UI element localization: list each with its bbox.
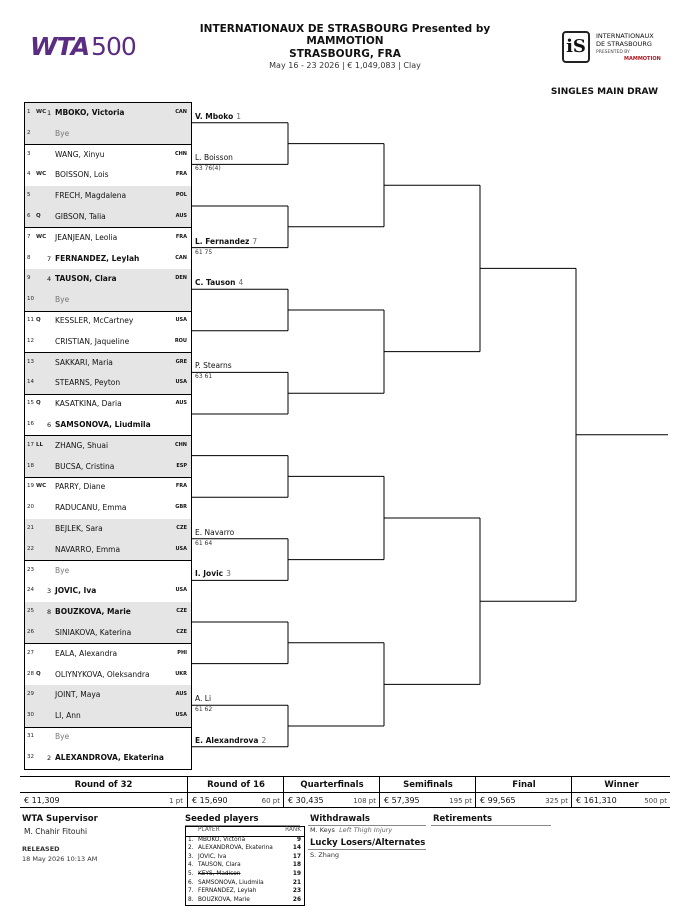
country-code: USA (175, 712, 187, 719)
title-line2: MAMMOTION (306, 35, 384, 47)
prize-money: € 11,309 (24, 796, 60, 805)
lucky-loser-entry: S. Zhang (310, 851, 340, 859)
draw-number: 22 (27, 545, 34, 552)
player-name: Bye (55, 128, 70, 138)
draw-number: 3 (27, 150, 31, 157)
player-name: OLIYNYKOVA, Oleksandra (55, 669, 150, 679)
country-code: FRA (175, 171, 187, 178)
player-name: JOINT, Maya (55, 690, 101, 700)
prize-money: € 99,565 (480, 796, 516, 805)
player-name: KASATKINA, Daria (55, 399, 122, 409)
seed-number: 2 (47, 753, 52, 762)
draw-number: 32 (27, 753, 34, 760)
entry-type: WC (36, 483, 47, 490)
player-name: GIBSON, Talia (55, 212, 106, 221)
prize-points: 195 pt (449, 797, 472, 805)
draw-number: 28 (27, 670, 34, 677)
player-name: STEARNS, Peyton (55, 378, 121, 388)
country-code: FRA (175, 233, 187, 240)
match-score: 63 61 (195, 373, 213, 381)
player-name: LI, Ann (55, 711, 81, 721)
r16-winner: E. Navarro (195, 527, 235, 537)
seed-row (186, 880, 304, 889)
country-code: GRE (175, 358, 187, 365)
lucky-losers-underline (308, 849, 426, 850)
prize-cell (379, 776, 476, 808)
is-logo-line1: INTERNATIONAUX (596, 32, 654, 40)
country-code: CZE (176, 608, 187, 615)
r16-winner: P. Stearns (195, 361, 232, 371)
prize-round: Final (512, 780, 536, 790)
seed-ranking: 9 (296, 836, 301, 843)
seed-col-player: PLAYER (198, 827, 220, 833)
seed-rank-number: 2. (188, 845, 194, 852)
player-name: Bye (55, 732, 70, 741)
draw-number: 11 (27, 317, 34, 323)
seed-ranking: 18 (292, 862, 301, 869)
player-name: BOUZKOVA, Marie (55, 607, 131, 617)
seed-player: JOVIC, Iva (198, 853, 227, 860)
entry-type: WC (36, 109, 47, 115)
country-code: CHN (174, 150, 187, 157)
r16-winner: L. Boisson (195, 153, 233, 163)
retirements-heading: Retirements (433, 814, 493, 824)
draw-number: 9 (27, 275, 31, 282)
draw-number: 8 (27, 254, 31, 261)
prize-cell (475, 776, 572, 808)
draw-number: 26 (27, 629, 34, 635)
winner-seed: 4 (238, 278, 244, 288)
player-name: BEJLEK, Sara (55, 524, 103, 533)
player-name: CRISTIAN, Jaqueline (55, 336, 130, 346)
seed-rank-number: 5. (188, 870, 194, 877)
prize-money-table (20, 776, 670, 808)
winner-seed: 7 (252, 236, 258, 246)
seed-player: BOUZKOVA, Marie (198, 896, 250, 903)
draw-number: 1 (27, 109, 31, 115)
player-name: Bye (55, 565, 70, 575)
is-logo-brand: MAMMOTION (624, 56, 661, 62)
winner-seed: 2 (261, 735, 267, 745)
logo-text: WTA (30, 32, 90, 61)
seed-player: TAUSON, Clara (198, 862, 241, 869)
prize-points: 325 pt (545, 797, 568, 805)
player-name: SAMSONOVA, Liudmila (55, 420, 151, 429)
lucky-losers-heading: Lucky Losers/Alternates (310, 838, 426, 848)
player-name: KESSLER, McCartney (55, 316, 134, 325)
player-name: BOISSON, Lois (55, 170, 109, 180)
prize-round: Quarterfinals (300, 780, 364, 790)
country-code: USA (175, 317, 187, 323)
draw-number: 14 (27, 379, 34, 386)
country-code: ESP (176, 462, 187, 469)
country-code: FRA (175, 483, 187, 490)
draw-number: 25 (27, 608, 34, 615)
prize-money: € 57,395 (384, 796, 420, 805)
prize-cell (187, 776, 284, 808)
entry-type: LL (36, 441, 44, 448)
country-code: CHN (174, 441, 187, 448)
player-name: PARRY, Diane (55, 482, 106, 492)
withdrawal-entry: M. Keys Left Thigh Injury (310, 826, 393, 834)
winner-seed: 1 (236, 111, 242, 121)
country-code: UKR (175, 670, 187, 677)
draw-number: 7 (27, 233, 31, 240)
seed-row (186, 845, 304, 854)
prize-money: € 15,690 (192, 796, 228, 805)
withdrawals-heading: Withdrawals (310, 814, 370, 824)
country-code: CAN (175, 254, 187, 261)
country-code: CZE (176, 525, 187, 531)
seeded-players-table (185, 826, 305, 906)
seed-rank-number: 8. (188, 896, 194, 903)
draw-number: 19 (27, 483, 34, 490)
player-name: MBOKO, Victoria (55, 108, 125, 117)
player-name: JOVIC, Iva (55, 586, 97, 596)
prize-cell (571, 776, 671, 808)
match-score: 61 75 (195, 248, 213, 256)
country-code: PHI (177, 649, 187, 656)
prize-money: € 30,435 (288, 796, 324, 805)
seed-row (186, 897, 304, 906)
released-label: RELEASED (22, 845, 60, 853)
match-score: 63 76(4) (195, 165, 221, 173)
draw-number: 27 (27, 649, 34, 656)
prize-cell (20, 776, 187, 808)
seed-number: 4 (47, 275, 52, 284)
seed-number: 8 (47, 608, 52, 617)
seed-row (186, 854, 304, 863)
country-code: AUS (175, 400, 187, 407)
seed-ranking: 14 (292, 845, 301, 852)
seed-player: MBOKO, Victoria (198, 836, 246, 843)
draw-number: 29 (27, 691, 34, 698)
player-name: TAUSON, Clara (55, 274, 117, 284)
draw-number: 21 (27, 525, 34, 531)
prize-points: 60 pt (261, 797, 280, 805)
player-name: BUCSA, Cristina (55, 461, 115, 471)
country-code: USA (175, 587, 187, 594)
country-code: USA (175, 379, 187, 386)
seed-row (186, 871, 304, 880)
seed-player: SAMSONOVA, Liudmila (198, 879, 264, 886)
seed-rank-number: 4. (188, 862, 194, 869)
country-code: CZE (176, 629, 187, 635)
seed-ranking: 26 (292, 896, 301, 903)
r16-winner: I. Jovic 3 (195, 569, 231, 579)
country-code: AUS (175, 213, 187, 219)
prize-money: € 161,310 (576, 796, 617, 805)
is-logo-line2: DE STRASBOURG (596, 39, 652, 48)
draw-number: 5 (27, 192, 31, 199)
logo-number: 500 (91, 32, 136, 61)
entry-type: Q (36, 213, 41, 219)
draw-number: 17 (27, 441, 34, 448)
player-name: EALA, Alexandra (55, 648, 118, 658)
seed-rank-number: 6. (188, 879, 194, 886)
prize-round: Winner (604, 780, 639, 790)
player-name: FERNANDEZ, Leylah (55, 253, 140, 263)
tournament-info: May 16 - 23 2026 | € 1,049,083 | Clay (269, 61, 421, 70)
is-logo-mark: iS (562, 31, 590, 63)
r16-winner: V. Mboko 1 (195, 111, 242, 121)
seed-row (186, 888, 304, 897)
prize-points: 1 pt (169, 797, 183, 805)
match-score: 61 64 (195, 539, 213, 547)
r16-winner: E. Alexandrova 2 (195, 735, 267, 745)
entry-type: WC (36, 171, 47, 178)
r16-winner: A. Li (195, 694, 212, 704)
country-code: AUS (175, 691, 187, 698)
draw-title: SINGLES MAIN DRAW (550, 87, 658, 97)
player-name: ALEXANDROVA, Ekaterina (55, 752, 164, 762)
country-code: CAN (175, 109, 187, 115)
draw-number: 16 (27, 421, 34, 427)
draw-number: 20 (27, 504, 34, 511)
prize-round: Semifinals (403, 780, 453, 790)
prize-round: Round of 32 (74, 780, 133, 790)
seed-ranking: 23 (292, 888, 301, 895)
seeded-heading: Seeded players (185, 814, 259, 824)
seed-rank-number: 3. (188, 853, 194, 860)
prize-points: 500 pt (644, 797, 667, 805)
is-logo-presented: PRESENTED BY (596, 50, 630, 55)
player-name: FRECH, Magdalena (55, 191, 127, 201)
r16-winner: L. Fernandez 7 (195, 236, 258, 246)
country-code: DEN (175, 275, 187, 282)
entry-type: Q (36, 317, 41, 323)
seed-number: 7 (47, 254, 52, 263)
seed-number: 6 (47, 421, 52, 429)
seed-number: 1 (47, 109, 52, 117)
draw-number: 15 (27, 400, 34, 407)
entry-type: Q (36, 670, 41, 677)
draw-number: 18 (27, 462, 34, 469)
seed-rank-number: 1. (188, 836, 194, 843)
player-name: RADUCANU, Emma (55, 503, 127, 513)
seed-row (186, 862, 304, 871)
seed-rank-number: 7. (188, 888, 194, 895)
r16-winner: C. Tauson 4 (195, 278, 244, 288)
player-name: SAKKARI, Maria (55, 357, 113, 367)
prize-cell (283, 776, 380, 808)
draw-number: 31 (27, 733, 34, 739)
seed-ranking: 19 (292, 870, 301, 877)
seed-number: 3 (47, 587, 52, 596)
prize-points: 108 pt (353, 797, 376, 805)
player-name: NAVARRO, Emma (55, 544, 121, 554)
supervisor-heading: WTA Supervisor (22, 814, 98, 824)
entry-type: Q (36, 400, 41, 407)
prize-round: Round of 16 (207, 780, 265, 790)
draw-number: 12 (27, 337, 34, 344)
seed-ranking: 21 (292, 879, 301, 886)
seed-player: ALEXANDROVA, Ekaterina (198, 845, 273, 852)
draw-number: 30 (27, 712, 34, 719)
released-time: 18 May 2026 10:13 AM (22, 855, 98, 863)
country-code: POL (175, 192, 187, 199)
title-line1: INTERNATIONAUX DE STRASBOURG Presented by (199, 23, 491, 35)
draw-number: 2 (27, 129, 31, 136)
player-name: SINIAKOVA, Katerina (55, 628, 132, 637)
seed-header (186, 827, 304, 837)
player-name: WANG, Xinyu (55, 149, 105, 159)
match-score: 61 62 (195, 706, 213, 714)
tournament-location: STRASBOURG, FRA (289, 48, 401, 60)
draw-number: 24 (27, 587, 34, 594)
draw-number: 10 (27, 296, 34, 303)
country-code: USA (175, 545, 187, 552)
seed-col-rank: RANK (285, 827, 301, 833)
draw-number: 13 (27, 358, 34, 365)
seed-player: FERNANDEZ, Leylah (198, 888, 257, 895)
draw-number: 6 (27, 213, 31, 219)
seed-row (186, 837, 304, 846)
country-code: ROU (174, 337, 187, 344)
country-code: GBR (175, 504, 187, 511)
player-name: JEANJEAN, Leolia (55, 232, 118, 242)
winner-seed: 3 (226, 569, 231, 579)
supervisor-name: M. Chahir Fitouhi (24, 827, 88, 836)
entry-type: WC (36, 233, 47, 240)
draw-number: 4 (27, 171, 31, 178)
seed-ranking: 17 (292, 853, 301, 860)
retirements-underline (431, 825, 551, 826)
player-name: Bye (55, 295, 70, 305)
player-name: ZHANG, Shuai (55, 440, 109, 450)
seed-player: KEYS, Madison (198, 870, 241, 877)
draw-number: 23 (27, 566, 34, 573)
